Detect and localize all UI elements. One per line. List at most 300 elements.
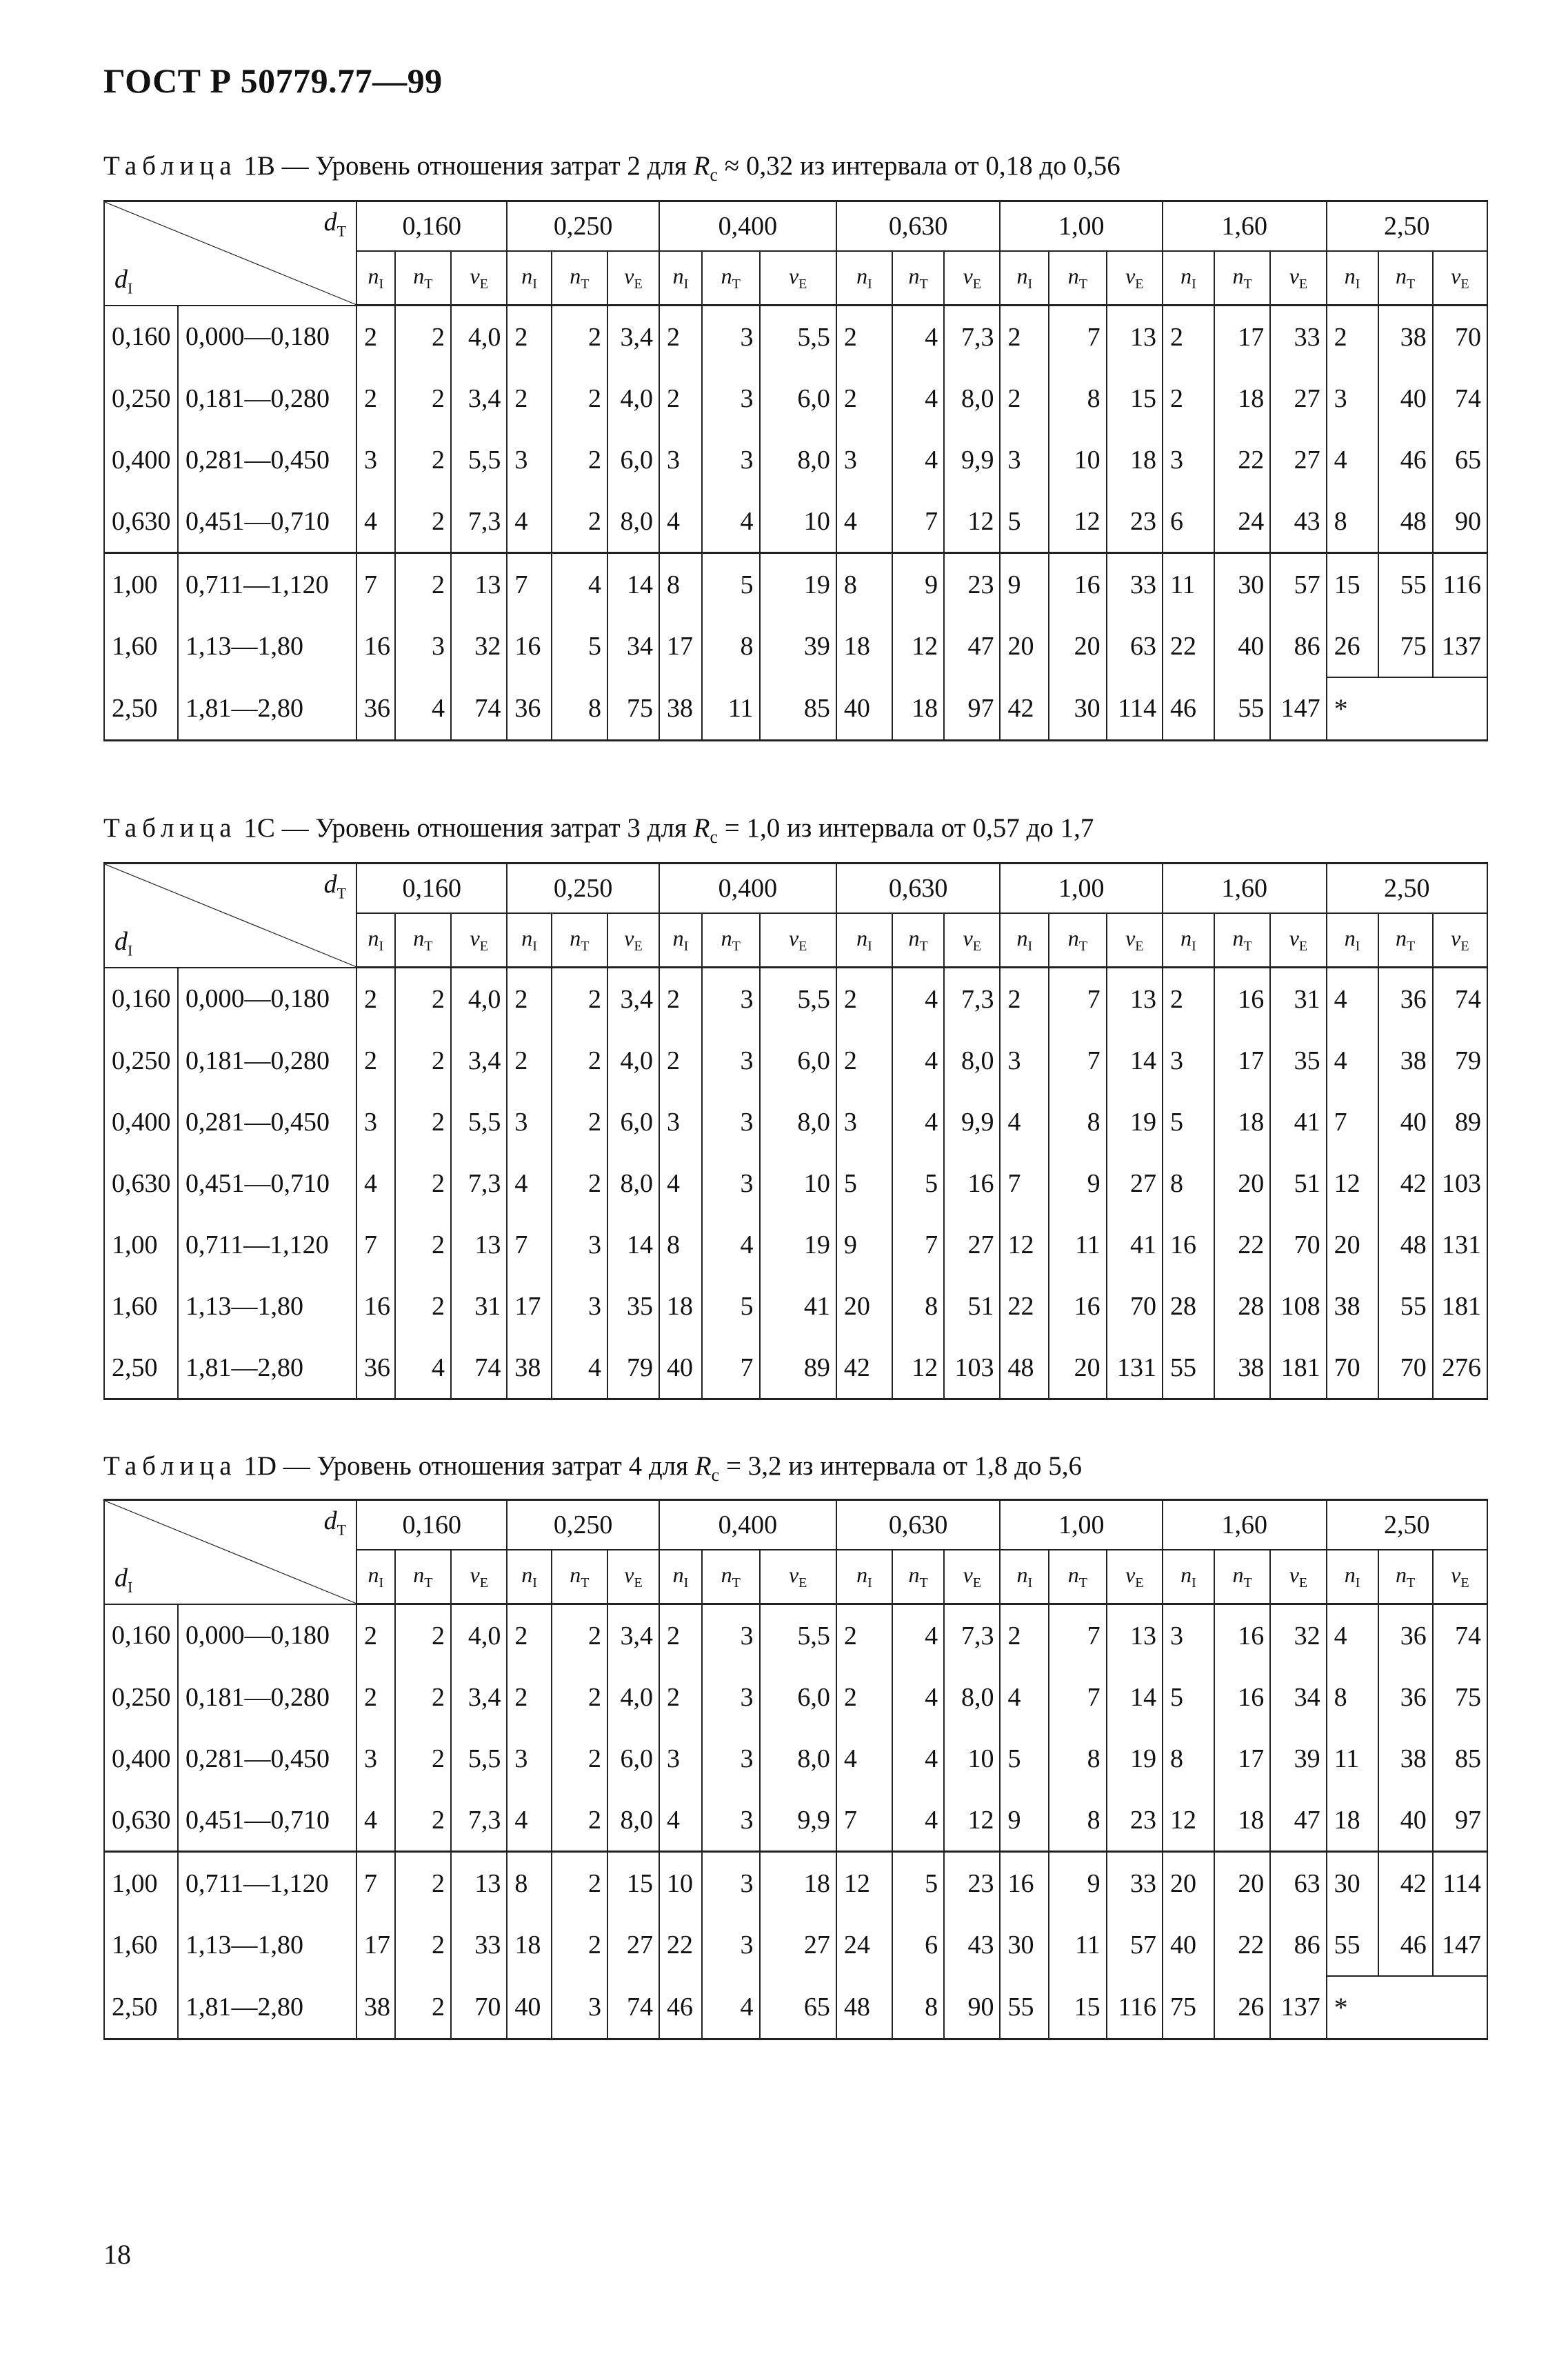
data-cell: 16	[356, 1275, 395, 1337]
ni-header-symbol: n	[672, 263, 684, 288]
nt-header-subscript: T	[1078, 1575, 1087, 1590]
data-cell: 3	[507, 429, 551, 490]
ni-header-symbol: n	[1344, 1562, 1356, 1587]
di-range-cell: 1,13—1,80	[178, 1914, 356, 1976]
data-cell: 27	[1270, 368, 1326, 429]
table-row	[104, 1091, 1487, 1153]
data-cell: 16	[507, 615, 551, 677]
data-cell: 13	[1107, 1604, 1163, 1667]
data-cell: 5,5	[760, 306, 836, 368]
di-subscript: I	[128, 941, 133, 959]
data-cell: 2	[395, 368, 451, 429]
data-cell: 43	[1270, 490, 1326, 553]
dt-value-header: 0,250	[507, 1500, 659, 1550]
data-cell: 46	[1378, 1914, 1433, 1976]
data-cell: 6	[892, 1914, 944, 1976]
data-cell: 2	[356, 1666, 395, 1728]
data-cell: 70	[1107, 1275, 1163, 1337]
nu-header	[1270, 251, 1326, 306]
data-cell: 65	[760, 1976, 836, 2039]
nu-header-symbol: ν	[963, 1562, 973, 1587]
data-cell: 2	[395, 1666, 451, 1728]
dt-axis-label	[324, 1508, 346, 1538]
caption-r-symbol: R	[693, 151, 710, 181]
data-cell: 4	[892, 968, 944, 1030]
data-cell: 7,3	[944, 968, 1000, 1030]
data-cell: 16	[1214, 1666, 1270, 1728]
dt-value-header: 0,630	[836, 1500, 1001, 1550]
data-cell: 4	[659, 490, 702, 553]
nt-header-subscript: T	[919, 939, 928, 954]
data-cell: 7	[356, 553, 395, 616]
data-cell: 74	[451, 1337, 507, 1399]
data-cell: 22	[1214, 1914, 1270, 1976]
data-cell: 8	[1327, 1666, 1378, 1728]
data-cell: 4,0	[607, 1666, 659, 1728]
data-cell: 2	[836, 368, 892, 429]
data-cell: 17	[1214, 1728, 1270, 1789]
dt-axis-label	[324, 871, 346, 901]
data-cell: 12	[892, 615, 944, 677]
ni-header-subscript: I	[1027, 1575, 1033, 1590]
dt-value-header: 1,60	[1163, 864, 1327, 914]
nu-header-symbol: ν	[1289, 263, 1299, 288]
data-cell: 5	[1163, 1091, 1214, 1153]
data-cell: 4	[659, 1153, 702, 1214]
nu-header-symbol: ν	[470, 1562, 480, 1587]
data-cell: 18	[507, 1914, 551, 1976]
not-applicable-cell: *	[1327, 1976, 1487, 2039]
data-cell: 4	[892, 1030, 944, 1091]
data-cell: 8	[659, 553, 702, 616]
ni-header-subscript: I	[532, 1575, 537, 1590]
data-cell: 51	[1270, 1153, 1326, 1214]
data-cell: 97	[1433, 1789, 1487, 1852]
nt-header	[395, 1550, 451, 1604]
ni-header	[356, 251, 395, 306]
ni-header	[1163, 913, 1214, 968]
data-cell: 18	[892, 677, 944, 741]
data-cell: 36	[356, 677, 395, 741]
data-cell: 2	[659, 1604, 702, 1667]
data-cell: 13	[451, 1214, 507, 1275]
di-range-cell: 0,711—1,120	[178, 1852, 356, 1915]
data-cell: 85	[1433, 1728, 1487, 1789]
data-cell: 79	[1433, 1030, 1487, 1091]
data-cell: 16	[1049, 1275, 1106, 1337]
nu-header-subscript: E	[1460, 277, 1469, 292]
caption-r-sub: c	[710, 164, 718, 185]
data-cell: 75	[1163, 1976, 1214, 2039]
data-cell: 2	[395, 968, 451, 1030]
ni-header-subscript: I	[683, 939, 689, 954]
data-cell: 3	[702, 1091, 759, 1153]
nt-header	[892, 1550, 944, 1604]
ni-header	[659, 251, 702, 306]
ni-header	[836, 251, 892, 306]
nu-header	[1433, 1550, 1487, 1604]
data-cell: 2	[659, 1666, 702, 1728]
nu-header	[944, 251, 1000, 306]
nt-header-subscript: T	[732, 939, 741, 954]
data-cell: 22	[1163, 615, 1214, 677]
data-cell: 2	[552, 368, 607, 429]
caption-text: — Уровень отношения затрат 2 для	[274, 151, 694, 181]
data-cell: 5	[892, 1852, 944, 1915]
table-row	[104, 1728, 1487, 1789]
data-cell: 38	[1378, 1030, 1433, 1091]
data-cell: 2	[356, 1030, 395, 1091]
nu-header-symbol: ν	[624, 263, 634, 288]
ni-header-symbol: n	[521, 1562, 533, 1587]
data-cell: 36	[356, 1337, 395, 1399]
data-cell: 10	[760, 1153, 836, 1214]
data-cell: 55	[1214, 677, 1270, 741]
data-cell: 4	[1000, 1091, 1049, 1153]
table-row	[104, 1914, 1487, 1976]
ni-header-symbol: n	[672, 926, 684, 950]
data-cell: 131	[1433, 1214, 1487, 1275]
di-axis-label	[114, 928, 132, 959]
nu-header-subscript: E	[1298, 1575, 1308, 1590]
ni-header-subscript: I	[1355, 1575, 1360, 1590]
ni-header-subscript: I	[1027, 277, 1033, 292]
ni-header-subscript: I	[1192, 939, 1196, 954]
di-value-cell: 0,250	[104, 368, 178, 429]
data-cell: 42	[1378, 1153, 1433, 1214]
ni-header-symbol: n	[1016, 926, 1028, 950]
data-cell: 6,0	[760, 1030, 836, 1091]
data-cell: 2	[552, 1852, 607, 1915]
di-range-cell: 0,281—0,450	[178, 1728, 356, 1789]
ni-header	[1000, 1550, 1049, 1604]
di-value-cell: 1,00	[104, 1214, 178, 1275]
nt-header-symbol: n	[721, 1562, 732, 1587]
ni-header-subscript: I	[1192, 277, 1196, 292]
data-cell: 75	[1433, 1666, 1487, 1728]
dt-subscript: T	[336, 222, 347, 240]
data-cell: 116	[1433, 553, 1487, 616]
data-cell: 38	[507, 1337, 551, 1399]
data-cell: 12	[1163, 1789, 1214, 1852]
data-cell: 2	[1163, 368, 1214, 429]
data-cell: 4	[1327, 968, 1378, 1030]
di-symbol: d	[114, 1563, 128, 1593]
ni-header	[836, 913, 892, 968]
data-cell: 3	[507, 1091, 551, 1153]
data-cell: 16	[944, 1153, 1000, 1214]
data-cell: 3	[702, 1666, 759, 1728]
data-cell: 5	[702, 553, 759, 616]
data-cell: 85	[760, 677, 836, 741]
ni-header	[356, 1550, 395, 1604]
data-cell: 4	[1327, 1604, 1378, 1667]
data-cell: 3	[659, 429, 702, 490]
data-cell: 30	[1000, 1914, 1049, 1976]
table-1c	[103, 862, 1488, 1400]
data-cell: 2	[356, 368, 395, 429]
ni-header	[1163, 251, 1214, 306]
data-cell: 17	[1214, 306, 1270, 368]
nu-header-symbol: ν	[788, 1562, 799, 1587]
nt-header-subscript: T	[1243, 277, 1252, 292]
di-value-cell: 2,50	[104, 1337, 178, 1399]
data-cell: 2	[507, 306, 551, 368]
data-cell: 2	[1000, 368, 1049, 429]
data-cell: 5	[1000, 1728, 1049, 1789]
data-cell: 3,4	[451, 368, 507, 429]
dt-value-header: 0,630	[836, 864, 1001, 914]
nu-header-subscript: E	[1460, 939, 1469, 954]
ni-header-subscript: I	[532, 939, 537, 954]
nt-header	[1378, 1550, 1433, 1604]
data-cell: 2	[507, 1604, 551, 1667]
ni-header-subscript: I	[379, 939, 384, 954]
data-cell: 20	[836, 1275, 892, 1337]
data-cell: 7	[892, 490, 944, 553]
data-cell: 7	[1049, 1030, 1106, 1091]
table-row	[104, 615, 1487, 677]
di-value-cell: 0,400	[104, 429, 178, 490]
data-cell: 4	[892, 429, 944, 490]
table-1d-caption	[103, 1450, 1082, 1486]
data-cell: 18	[1327, 1789, 1378, 1852]
data-cell: 48	[1378, 1214, 1433, 1275]
data-cell: 2	[1163, 306, 1214, 368]
data-cell: 181	[1270, 1337, 1326, 1399]
data-cell: 47	[1270, 1789, 1326, 1852]
data-cell: 47	[944, 615, 1000, 677]
nu-header-subscript: E	[798, 1575, 807, 1590]
data-cell: 2	[552, 1728, 607, 1789]
data-cell: 31	[1270, 968, 1326, 1030]
data-cell: 42	[836, 1337, 892, 1399]
nu-header-subscript: E	[972, 939, 981, 954]
ni-header-symbol: n	[1180, 926, 1192, 950]
ni-header-symbol: n	[1344, 926, 1356, 950]
ni-header-subscript: I	[683, 1575, 689, 1590]
data-cell: 2	[356, 306, 395, 368]
data-cell: 8	[1327, 490, 1378, 553]
data-cell: 22	[1214, 1214, 1270, 1275]
data-cell: 28	[1214, 1275, 1270, 1337]
data-cell: 3	[552, 1214, 607, 1275]
data-cell: 27	[760, 1914, 836, 1976]
data-cell: 16	[356, 615, 395, 677]
data-cell: 2	[552, 1789, 607, 1852]
nt-header-subscript: T	[581, 277, 590, 292]
data-cell: 27	[944, 1214, 1000, 1275]
header-row-dt	[104, 864, 1487, 914]
data-cell: 14	[607, 553, 659, 616]
nu-header-symbol: ν	[1125, 263, 1136, 288]
data-cell: 4	[892, 1728, 944, 1789]
table-row	[104, 1153, 1487, 1214]
data-cell: 12	[944, 1789, 1000, 1852]
data-cell: 23	[1107, 1789, 1163, 1852]
data-cell: 8,0	[760, 1091, 836, 1153]
data-cell: 22	[1000, 1275, 1049, 1337]
data-cell: 108	[1270, 1275, 1326, 1337]
data-cell: 7	[356, 1214, 395, 1275]
data-cell: 4	[702, 1214, 759, 1275]
nt-header-symbol: n	[570, 926, 581, 950]
data-cell: 4	[552, 553, 607, 616]
di-value-cell: 0,160	[104, 968, 178, 1030]
caption-r-sub: c	[710, 826, 718, 847]
data-cell: 116	[1107, 1976, 1163, 2039]
nt-header-symbol: n	[908, 926, 920, 950]
data-cell: 9	[836, 1214, 892, 1275]
nt-header-subscript: T	[581, 1575, 590, 1590]
data-cell: 36	[507, 677, 551, 741]
di-range-cell: 0,181—0,280	[178, 368, 356, 429]
nt-header	[1214, 251, 1270, 306]
nu-header-symbol: ν	[1125, 926, 1136, 950]
diagonal-line	[105, 1501, 356, 1604]
data-cell: 4	[892, 1666, 944, 1728]
data-cell: 8	[1049, 1789, 1106, 1852]
nt-header	[1378, 251, 1433, 306]
diagonal-line	[105, 202, 356, 305]
data-cell: 6	[1163, 490, 1214, 553]
ni-header	[507, 913, 551, 968]
header-row-dt	[104, 1500, 1487, 1550]
table-row	[104, 490, 1487, 553]
nu-header-subscript: E	[1298, 277, 1308, 292]
data-cell: 3,4	[607, 968, 659, 1030]
data-cell: 55	[1378, 1275, 1433, 1337]
data-cell: 2	[395, 1153, 451, 1214]
table-row	[104, 677, 1487, 741]
data-cell: 16	[1214, 968, 1270, 1030]
di-symbol: d	[114, 926, 128, 956]
nu-header	[451, 251, 507, 306]
data-cell: 8	[836, 553, 892, 616]
data-cell: 4	[892, 1789, 944, 1852]
data-cell: 4	[1327, 429, 1378, 490]
table-1b-caption	[103, 150, 1120, 186]
data-cell: 2	[836, 1604, 892, 1667]
data-cell: 7	[836, 1789, 892, 1852]
data-cell: 2	[507, 968, 551, 1030]
nt-header	[1049, 913, 1106, 968]
data-cell: 16	[1049, 553, 1106, 616]
nt-header	[395, 251, 451, 306]
nu-header	[1107, 251, 1163, 306]
data-cell: 7,3	[944, 1604, 1000, 1667]
data-cell: 70	[451, 1976, 507, 2039]
ni-header-subscript: I	[867, 939, 872, 954]
data-cell: 3,4	[607, 306, 659, 368]
data-cell: 70	[1433, 306, 1487, 368]
data-cell: 55	[1378, 553, 1433, 616]
data-cell: 26	[1327, 615, 1378, 677]
data-cell: 2	[1000, 1604, 1049, 1667]
data-cell: 3	[659, 1091, 702, 1153]
data-cell: 2	[395, 553, 451, 616]
data-cell: 34	[1270, 1666, 1326, 1728]
dt-value-header: 0,160	[356, 201, 507, 252]
data-cell: 34	[607, 615, 659, 677]
table-row	[104, 368, 1487, 429]
di-value-cell: 0,250	[104, 1666, 178, 1728]
table-row	[104, 429, 1487, 490]
data-cell: 18	[1107, 429, 1163, 490]
dt-value-header: 1,00	[1000, 864, 1162, 914]
data-cell: 2	[1000, 968, 1049, 1030]
data-cell: 4	[702, 1976, 759, 2039]
data-cell: 16	[1000, 1852, 1049, 1915]
nu-header	[607, 251, 659, 306]
caption-relation: =	[718, 813, 747, 843]
data-cell: 8	[702, 615, 759, 677]
dt-value-header: 0,160	[356, 864, 507, 914]
di-value-cell: 2,50	[104, 677, 178, 741]
data-cell: 18	[1214, 368, 1270, 429]
data-cell: 7	[1000, 1153, 1049, 1214]
ni-header-symbol: n	[856, 263, 868, 288]
data-cell: 3	[356, 1091, 395, 1153]
data-cell: 3	[356, 1728, 395, 1789]
ni-header-subscript: I	[683, 277, 689, 292]
data-cell: 40	[507, 1976, 551, 2039]
data-cell: 7	[1327, 1091, 1378, 1153]
data-cell: 3	[507, 1728, 551, 1789]
nt-header-symbol: n	[721, 263, 732, 288]
header-row-dt	[104, 201, 1487, 252]
data-cell: 51	[944, 1275, 1000, 1337]
data-cell: 40	[1378, 1091, 1433, 1153]
di-value-cell: 1,60	[104, 1914, 178, 1976]
data-cell: 17	[356, 1914, 395, 1976]
caption-r-symbol: R	[694, 1451, 712, 1481]
data-cell: 2	[395, 1728, 451, 1789]
caption-tail: 0,32 из интервала от 0,18 до 0,56	[745, 151, 1120, 181]
data-cell: 4	[552, 1337, 607, 1399]
data-cell: 22	[659, 1914, 702, 1976]
data-cell: 3	[552, 1976, 607, 2039]
di-value-cell: 0,630	[104, 490, 178, 553]
data-cell: 5,5	[451, 1091, 507, 1153]
data-cell: 20	[1163, 1852, 1214, 1915]
nt-header-subscript: T	[1407, 277, 1416, 292]
data-cell: 3	[702, 1914, 759, 1976]
data-cell: 8	[1163, 1728, 1214, 1789]
data-cell: 14	[607, 1214, 659, 1275]
data-cell: 27	[1107, 1153, 1163, 1214]
nt-header	[552, 251, 607, 306]
nu-header	[944, 1550, 1000, 1604]
ni-header-symbol: n	[368, 1562, 379, 1587]
data-cell: 8,0	[760, 429, 836, 490]
data-cell: 4	[892, 1604, 944, 1667]
data-cell: 2	[395, 1789, 451, 1852]
nu-header-subscript: E	[634, 1575, 643, 1590]
caption-r-sub: c	[711, 1464, 720, 1485]
document-header: ГОСТ Р 50779.77—99	[103, 61, 443, 100]
di-range-cell: 1,81—2,80	[178, 677, 356, 741]
data-cell: 11	[1327, 1728, 1378, 1789]
nt-header	[702, 913, 759, 968]
dt-symbol: d	[323, 1506, 337, 1535]
data-cell: 75	[1378, 615, 1433, 677]
data-cell: 4	[356, 1789, 395, 1852]
data-cell: 18	[659, 1275, 702, 1337]
di-range-cell: 1,13—1,80	[178, 615, 356, 677]
data-cell: 8	[892, 1976, 944, 2039]
data-cell: 4	[507, 490, 551, 553]
